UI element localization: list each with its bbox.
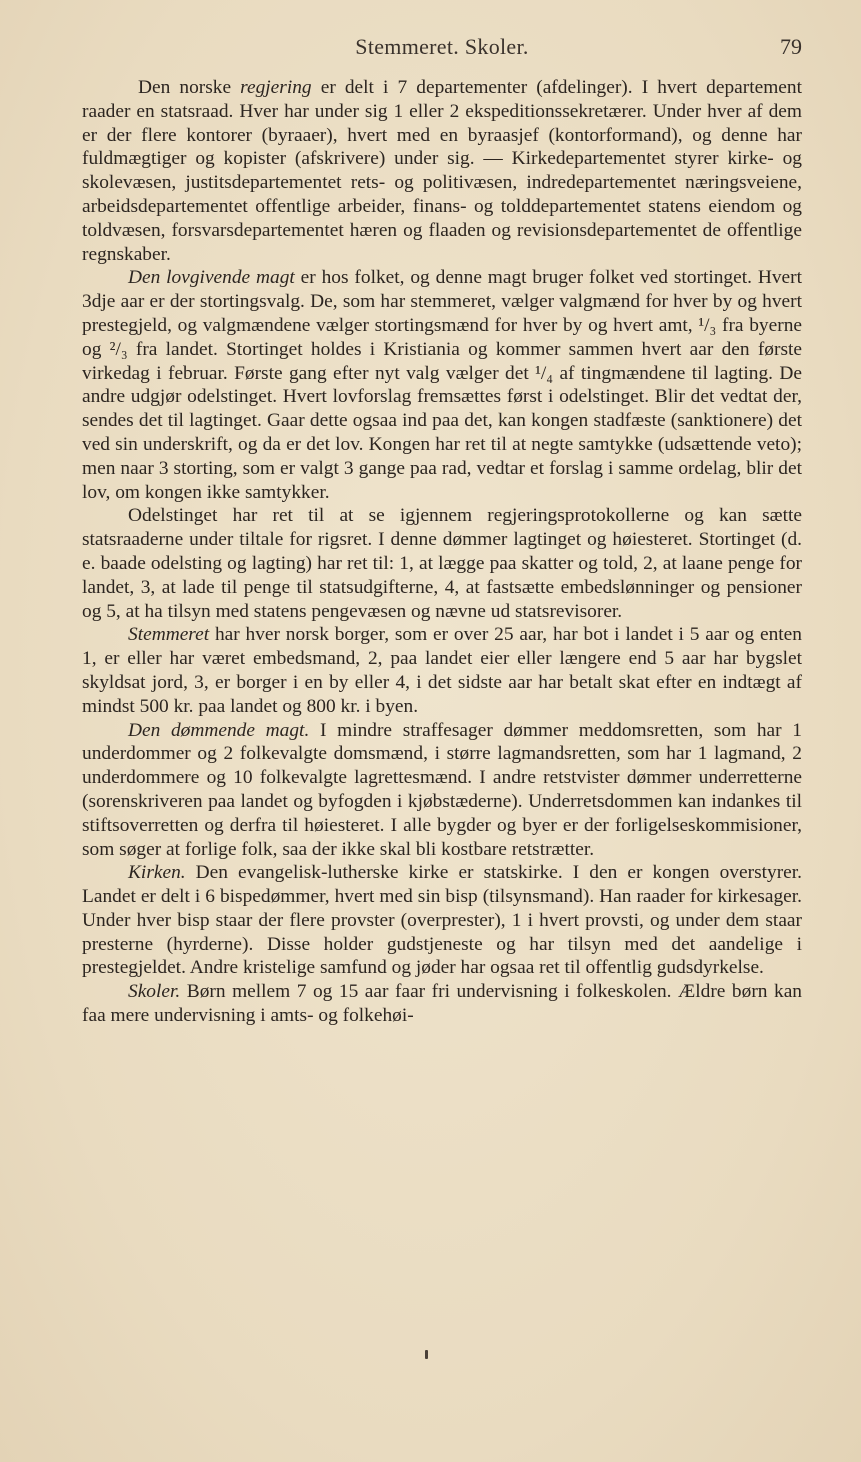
paragraph-text: Børn mellem 7 og 15 aar faar fri undervisning i folkeskolen. Ældre børn kan faa mere undervisning i amts- og folkehøi- <box>82 981 802 1027</box>
page-number: 79 <box>780 34 802 59</box>
page-header <box>82 30 802 64</box>
paragraph-text: er delt i 7 departementer (afdelinger). I hvert departement raader en statsraad. Hver har under sig 1 eller 2 ekspeditionssekretærer. Under hver af dem er der flere kontorer (byraaer), hvert med en byraasjef (kontorformand), og denne har fuldmægtiger og kopister (afskrivere) under sig. — Kirkedepartementet styrer kirke- og skolevæsen, justitsdepartementet rets- og politivæsen, indredepartementet næringsveiene, arbeidsdepartementet offentlige arbeider, finans- og tolddepartementet statens eiendom og toldvæsen, forsvarsdepartementet hæren og flaaden og revisionsdepartementet de offentlige regnskaber. <box>82 77 802 265</box>
paragraph-lead: Den norske <box>138 77 241 98</box>
paragraph-text: I mindre straffesager dømmer meddomsretten, som har 1 underdommer og 2 folkevalgte domsmænd, i større lagmandsretten, som har 1 lagmand, 2 underdommere og 10 folkevalgte lagrettesmænd. I andre retstvister dømmer underretterne (sorenskriveren paa landet og byfogden i kjøbstæderne). Underretsdommen kan indankes til stiftsoverretten og derfra til høiesteret. I alle bygder og byer er der forligelseskommisioner, som søger at forlige folk, saa der ikke skal bli kostbare retstrætter. <box>82 719 802 860</box>
paragraph-skoler <box>82 980 802 1028</box>
paragraph-kirken <box>82 861 802 980</box>
paragraph-term: Skoler. <box>128 981 181 1003</box>
paragraph-text: Odelstinget har ret til at se igjennem regjeringsprotokollerne og kan sætte statsraaderne under tiltale for rigsret. I denne dømmer lagtinget og høiesteret. Stortinget (d. e. baade odelsting og lagting) har ret til: 1, at lægge paa skatter og told, 2, at laane penge for landet, 3, at lade til penge til statsudgifterne, 4, at fastsætte embedslønninger og pensioner og 5, at ha tilsyn med statens pengevæsen og nævne ud statsrevisorer. <box>82 505 802 622</box>
paragraph-lovgivende-magt <box>82 266 802 504</box>
paragraph-term: Den dømmende magt. <box>128 719 310 741</box>
paragraph-term: Kirken. <box>128 862 186 884</box>
book-page <box>82 30 802 1028</box>
print-mark <box>425 1350 428 1359</box>
paragraph-text: er hos folket, og denne magt bruger folket ved stortinget. Hvert 3dje aar er der stortingsvalg. De, som har stemmeret, vælger valgmænd for hver by og hvert prestegjeld, og valgmændene vælger stortingsmænd for hver by og hvert amt, ¹/₃ fra byerne og ²/₃ fra landet. Stortinget holdes i Kristiania og kommer sammen hvert aar den første virkedag i februar. Første gang efter nyt valg vælger det ¹/₄ af tingmændene til lagting. De andre udgjør odelstinget. Hvert lovforslag fremsættes først i odelstinget. Blir det vedtat der, sendes det til lagtinget. Gaar dette ogsaa ind paa det, kan kongen stadfæste (sanktionere) det ved sin underskrift, og da er det lov. Kongen har ret til at negte samtykke (udsættende veto); men naar 3 storting, som er valgt 3 gange paa rad, vedtar et forslag i samme ordelag, blir det lov, om kongen ikke samtykker. <box>82 267 802 503</box>
paragraph-regjering <box>82 76 802 266</box>
paragraph-dommende-magt <box>82 719 802 862</box>
paragraph-odelstinget <box>82 504 802 623</box>
paragraph-stemmeret <box>82 623 802 718</box>
paragraph-text: Den evangelisk-lutherske kirke er statskirke. I den er kongen overstyrer. Landet er delt i 6 bispedømmer, hvert med sin bisp (tilsynsmand). Han raader for kirkesager. Under hver bisp staar der flere provster (overprester), 1 i hvert provsti, og under dem staar presterne (hyrderne). Disse holder gudstjeneste og har tilsyn med det aandelige i prestegjeldet. Andre kristelige samfund og jøder har ogsaa ret til offentlig gudsdyrkelse. <box>82 862 802 979</box>
body-text <box>82 76 802 1028</box>
paragraph-text: har hver norsk borger, som er over 25 aar, har bot i landet i 5 aar og enten 1, er eller har været embedsmand, 2, paa landet eier eller længere end 5 aar har bygslet skyldsat jord, 3, er borger i en by eller 4, i det sidste aar har betalt skat efter en indtægt af mindst 500 kr. paa landet og 800 kr. i byen. <box>82 624 802 717</box>
running-title: Stemmeret. Skoler. <box>355 34 529 59</box>
paragraph-term: Stemmeret <box>128 624 210 646</box>
paragraph-term: Den lovgivende magt <box>128 267 295 289</box>
paragraph-term: regjering <box>240 77 312 98</box>
